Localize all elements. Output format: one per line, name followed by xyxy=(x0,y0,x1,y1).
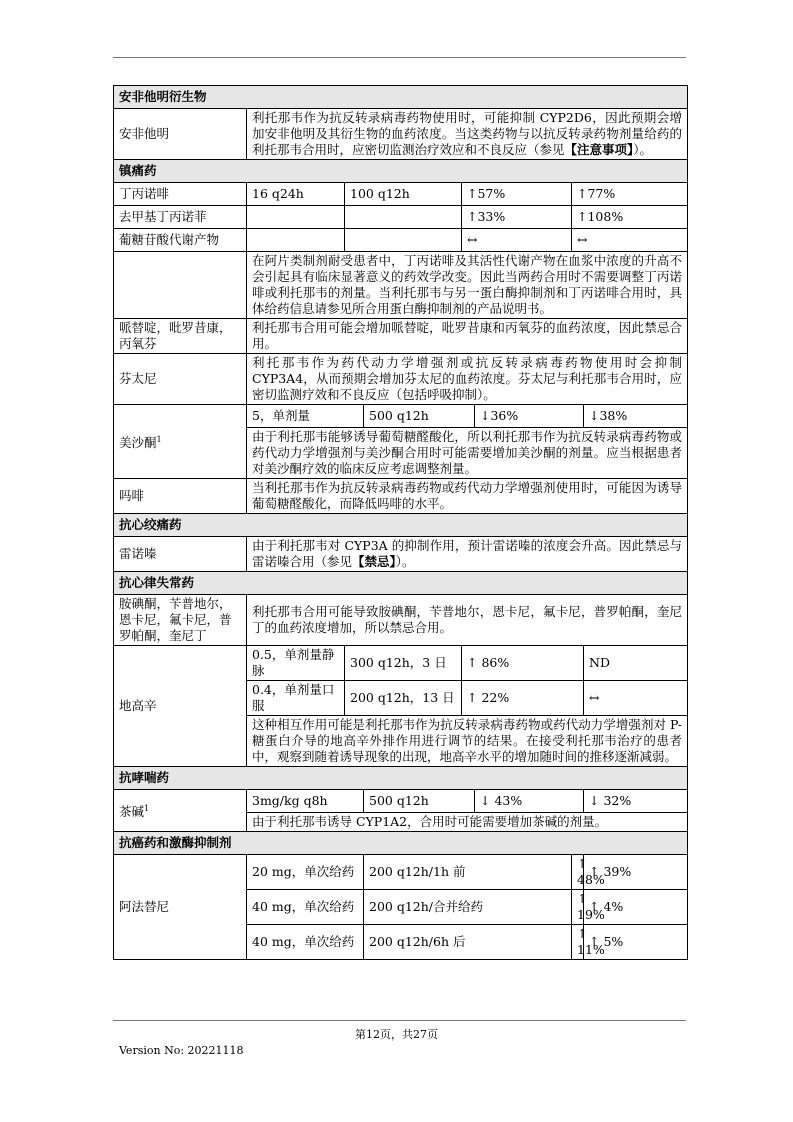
ritonavir-dose xyxy=(345,206,462,229)
interaction-description: 利托那韦合用可能会增加哌替啶，吡罗昔康和丙氧芬的血药浓度，因此禁忌合用。 xyxy=(247,319,688,354)
table-row xyxy=(114,109,688,160)
auc-change: ↑ 11% xyxy=(572,925,584,960)
drug-name: 去甲基丁丙诺菲 xyxy=(114,206,247,229)
auc-change: ↑ 48% xyxy=(572,855,584,890)
table-row xyxy=(114,229,688,252)
drug-name: 安非他明 xyxy=(114,109,247,160)
header-rule xyxy=(113,57,686,58)
section-header-amphetamine xyxy=(114,86,688,109)
ritonavir-dose: 200 q12h/6h 后 xyxy=(364,925,572,960)
co-drug-dose: 3mg/kg q8h xyxy=(247,790,364,813)
footer-rule xyxy=(113,1020,686,1021)
drug-name: 吗啡 xyxy=(114,479,247,514)
table-row xyxy=(114,479,688,514)
auc-change: ↔ xyxy=(462,229,572,252)
table-row xyxy=(114,405,688,428)
interaction-description: 由于利托那韦对 CYP3A 的抑制作用，预计雷诺嗪的浓度会升高。因此禁忌与雷诺嗪合用（参见【禁忌】）。 xyxy=(247,537,688,572)
section-title: 安非他明衍生物 xyxy=(114,86,688,109)
auc-change: ↑ 86% xyxy=(462,646,584,681)
interaction-description: 利托那韦作为抗反转录病毒药物使用时，可能抑制 CYP2D6，因此预期会增加安非他明及其衍生物的血药浓度。当这类药物与以抗反转录药物剂量给药的利托那韦合用时，应密切监测治疗效应和不良反应（参见【注意事项】）。 xyxy=(247,109,688,160)
table-row xyxy=(114,206,688,229)
cmax-change: ↔ xyxy=(584,681,688,716)
table-row xyxy=(114,183,688,206)
table-row xyxy=(114,252,688,319)
co-drug-dose: 40 mg，单次给药 xyxy=(247,925,364,960)
drug-name: 胺碘酮，苄普地尔，恩卡尼，氟卡尼，普罗帕酮，奎尼丁 xyxy=(114,595,247,646)
interaction-description: 在阿片类制剂耐受患者中，丁丙诺啡及其活性代谢产物在血浆中浓度的升高不会引起具有临床显著意义的药效学改变。因此当两药合用时不需要调整丁丙诺啡或利托那韦的剂量。当利托那韦与另一蛋白酶抑制剂和丁丙诺啡合用时，具体给药信息请参见所合用蛋白酶抑制剂的产品说明书。 xyxy=(247,252,688,319)
cmax-change: ↓38% xyxy=(584,405,688,428)
drug-interaction-table xyxy=(113,85,688,960)
drug-name: 茶碱$^1$ xyxy=(114,790,247,832)
cmax-change: ↑108% xyxy=(572,206,688,229)
ritonavir-dose: 300 q12h，3 日 xyxy=(345,646,462,681)
table-row xyxy=(114,537,688,572)
cmax-change: ↔ xyxy=(572,229,688,252)
table-row xyxy=(114,790,688,813)
co-drug-dose xyxy=(247,229,345,252)
ritonavir-dose: 500 q12h xyxy=(364,405,475,428)
co-drug-dose: 0.5，单剂量静脉 xyxy=(247,646,345,681)
interaction-description: 由于利托那韦能够诱导葡萄糖醛酸化，所以利托那韦作为抗反转录病毒药物或药代动力学增强剂与美沙酮合用时可能需要增加美沙酮的剂量。应当根据患者对美沙酮疗效的临床反应考虑调整剂量。 xyxy=(247,428,688,479)
interaction-description: 利托那韦作为药代动力学增强剂或抗反转录病毒药物使用时会抑制 CYP3A4，从而预期会增加芬太尼的血药浓度。芬太尼与利托那韦合用时，应密切监测疗效和不良反应（包括呼吸抑制）。 xyxy=(247,354,688,405)
auc-change: ↑33% xyxy=(462,206,572,229)
table-row xyxy=(114,319,688,354)
drug-name: 地高辛 xyxy=(114,646,247,767)
drug-name xyxy=(114,252,247,319)
section-header-antianginal xyxy=(114,514,688,537)
section-title: 镇痛药 xyxy=(114,160,688,183)
co-drug-dose: 0.4，单剂量口服 xyxy=(247,681,345,716)
co-drug-dose xyxy=(247,206,345,229)
ritonavir-dose: 200 q12h/1h 前 xyxy=(364,855,572,890)
auc-change: ↓36% xyxy=(475,405,584,428)
co-drug-dose: 40 mg，单次给药 xyxy=(247,890,364,925)
version-number: Version No: 20221118 xyxy=(119,1044,244,1057)
section-header-antiasthmatic xyxy=(114,767,688,790)
interaction-description: 利托那韦合用可能导致胺碘酮，苄普地尔，恩卡尼，氟卡尼，普罗帕酮，奎尼丁的血药浓度增加，所以禁忌合用。 xyxy=(247,595,688,646)
ritonavir-dose: 200 q12h，13 日 xyxy=(345,681,462,716)
co-drug-dose: 20 mg，单次给药 xyxy=(247,855,364,890)
drug-name: 阿法替尼 xyxy=(114,855,247,960)
cmax-change: ↓ 32% xyxy=(584,790,688,813)
co-drug-dose: 16 q24h xyxy=(247,183,345,206)
cmax-change: ↑ 5% xyxy=(584,925,688,960)
drug-name: 哌替啶，吡罗昔康，丙氧芬 xyxy=(114,319,247,354)
auc-change: ↑ 22% xyxy=(462,681,584,716)
ritonavir-dose: 200 q12h/合并给药 xyxy=(364,890,572,925)
interaction-description: 由于利托那韦诱导 CYP1A2，合用时可能需要增加茶碱的剂量。 xyxy=(247,813,688,832)
table-row xyxy=(114,646,688,681)
drug-name: 葡糖苷酸代谢产物 xyxy=(114,229,247,252)
drug-name: 美沙酮$^1$ xyxy=(114,405,247,479)
auc-change: ↑ 19% xyxy=(572,890,584,925)
auc-change: ↓ 43% xyxy=(475,790,584,813)
section-title: 抗心绞痛药 xyxy=(114,514,688,537)
section-title: 抗癌药和激酶抑制剂 xyxy=(114,832,688,855)
cmax-change: ↑ 39% xyxy=(584,855,688,890)
ritonavir-dose: 500 q12h xyxy=(364,790,475,813)
co-drug-dose: 5，单剂量 xyxy=(247,405,364,428)
drug-name: 丁丙诺啡 xyxy=(114,183,247,206)
section-header-anticancer xyxy=(114,832,688,855)
ritonavir-dose xyxy=(345,229,462,252)
section-header-antiarrhythmic xyxy=(114,572,688,595)
auc-change: ↑57% xyxy=(462,183,572,206)
cmax-change: ND xyxy=(584,646,688,681)
section-title: 抗心律失常药 xyxy=(114,572,688,595)
section-title: 抗哮喘药 xyxy=(114,767,688,790)
page-number: 第12页，共27页 xyxy=(355,1028,438,1041)
cmax-change: ↑77% xyxy=(572,183,688,206)
ritonavir-dose: 100 q12h xyxy=(345,183,462,206)
section-header-analgesics xyxy=(114,160,688,183)
interaction-description: 这种相互作用可能是利托那韦作为抗反转录病毒药物或药代动力学增强剂对 P-糖蛋白介导的地高辛外排作用进行调节的结果。在接受利托那韦治疗的患者中，观察到随着诱导现象的出现，地高辛水平的增加随时间的推移逐渐减弱。 xyxy=(247,716,688,767)
drug-name: 芬太尼 xyxy=(114,354,247,405)
table-row xyxy=(114,855,688,890)
drug-name: 雷诺嗪 xyxy=(114,537,247,572)
interaction-description: 当利托那韦作为抗反转录病毒药物或药代动力学增强剂使用时，可能因为诱导葡萄糖醛酸化，而降低吗啡的水平。 xyxy=(247,479,688,514)
cmax-change: ↑ 4% xyxy=(584,890,688,925)
table-row xyxy=(114,595,688,646)
table-row xyxy=(114,354,688,405)
